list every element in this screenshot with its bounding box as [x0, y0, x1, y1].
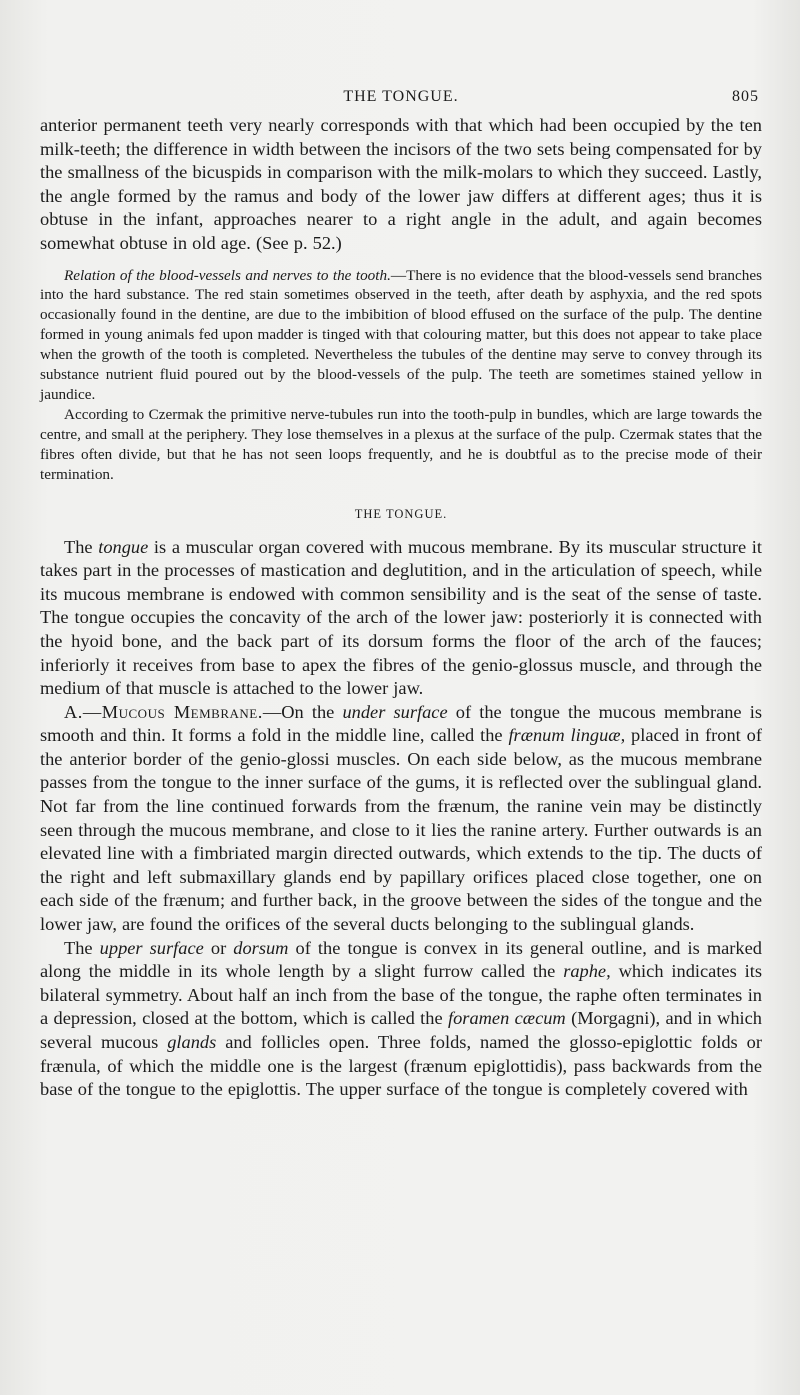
paragraph-upper-surface: The upper surface or dorsum of the tongue is convex in its general outline, and is marked along the middle in its whole length by a slight furrow called the raphe, which indicates its bilateral symmetry. About half an inch from the base of the tongue, the raphe often terminates in a depression, closed at the bottom, which is called the foramen cæcum (Morgagni), and in which several mucous glands and follicles open. Three folds, named the glosso-epiglottic folds or frænula, of which the middle one is the largest (frænum epiglottidis), pass backwards from the base of the tongue to the epiglottis. The upper surface of the tongue is completely covered with	[40, 937, 763, 1100]
running-header	[40, 88, 762, 114]
term-fraenum-linguae: frænum linguæ,	[508, 725, 626, 746]
term-raphe: raphe,	[563, 961, 611, 982]
term-foramen-caecum: foramen cæcum	[447, 1008, 566, 1029]
paragraph-czermak: According to Czermak the primitive nerve-tubules run into the tooth-pulp in bundles, which are large towards the centre, and small at the periphery. They lose themselves in a plexus at the surface of the pulp. Czermak states that the fibres often divide, but that he has not seen loops frequently, and he is doubtful as to the precise mode of their termination.	[40, 405, 762, 483]
term-tongue: tongue	[98, 536, 149, 557]
subsection-label: A.—Mucous Membrane.	[64, 701, 263, 722]
paragraph-jaw-angle: anterior permanent teeth very nearly corresponds with that which had been occupied by the ten milk-teeth; the difference in width between the incisors of the two sets being compensated for by the smallness of the bicuspids in comparison with the milk-molars to which they succeed. Lastly, the angle formed by the ramus and body of the lower jaw differs at different ages; thus it is obtuse in the infant, approaches nearer to a right angle in the adult, and again becomes somewhat obtuse in old age. (See p. 52.)	[40, 115, 762, 253]
page-number: 805	[732, 88, 759, 105]
running-title: THE TONGUE.	[343, 88, 459, 105]
paragraph-blood-vessels	[40, 266, 762, 405]
paragraph-text: —There is no evidence that the blood-vessels send branches into the hard substance. The red stain sometimes observed in the teeth, after death by asphyxia, and the red spots occasionally found in the dentine, are due to the imbibition of blood effused on the surface of the pulp. The dentine formed in young animals fed upon madder is tinged with that colouring matter, but this does not appear to take place when the growth of the tooth is completed. Nevertheless the tubules of the dentine may serve to convey through its substance nutrient fluid poured out by the blood-vessels of the pulp. The teeth are sometimes stained yellow in jaundice.	[40, 266, 762, 403]
paragraph-heading: Relation of the blood-vessels and nerves to the tooth.	[64, 266, 391, 284]
section-title: THE TONGUE.	[354, 506, 448, 521]
term-upper-surface: upper surface	[99, 937, 204, 958]
term-under-surface: under surface	[342, 701, 448, 722]
paragraph-mucous-membrane: A.—Mucous Membrane.—On the under surface of the tongue the mucous membrane is smooth and thin. It forms a fold in the middle line, called the frænum linguæ, placed in front of the anterior border of the genio-glossi muscles. On each side below, as the mucous membrane passes from the tongue to the inner surface of the gums, it is reflected over the sublingual gland. Not far from the line continued forwards from the frænum, the ranine vein may be distinctly seen through the mucous membrane, and close to it lies the ranine artery. Further outwards is an elevated line with a fimbriated margin directed outwards, which extends to the tip. The ducts of the right and left submaxillary glands end by papillary orifices placed close together, one on each side of the frænum; and further back, in the groove between the sides of the tongue and the lower jaw, are found the orifices of the several ducts belonging to the sublingual glands.	[40, 701, 762, 935]
paragraph-tongue-intro: The tongue is a muscular organ covered with mucous membrane. By its muscular structure it takes part in the processes of mastication and deglutition, and in the articulation of speech, while its mucous membrane is endowed with common sensibility and is the seat of the sense of taste. The tongue occupies the concavity of the arch of the lower jaw: posteriorly it is connected with the hyoid bone, and the back part of its dorsum forms the floor of the arch of the fauces; inferiorly it receives from base to apex the fibres of the genio-glossus muscle, and through the medium of that muscle is attached to the lower jaw.	[40, 536, 762, 699]
term-glands: glands	[167, 1032, 217, 1052]
term-dorsum: dorsum	[233, 937, 289, 958]
